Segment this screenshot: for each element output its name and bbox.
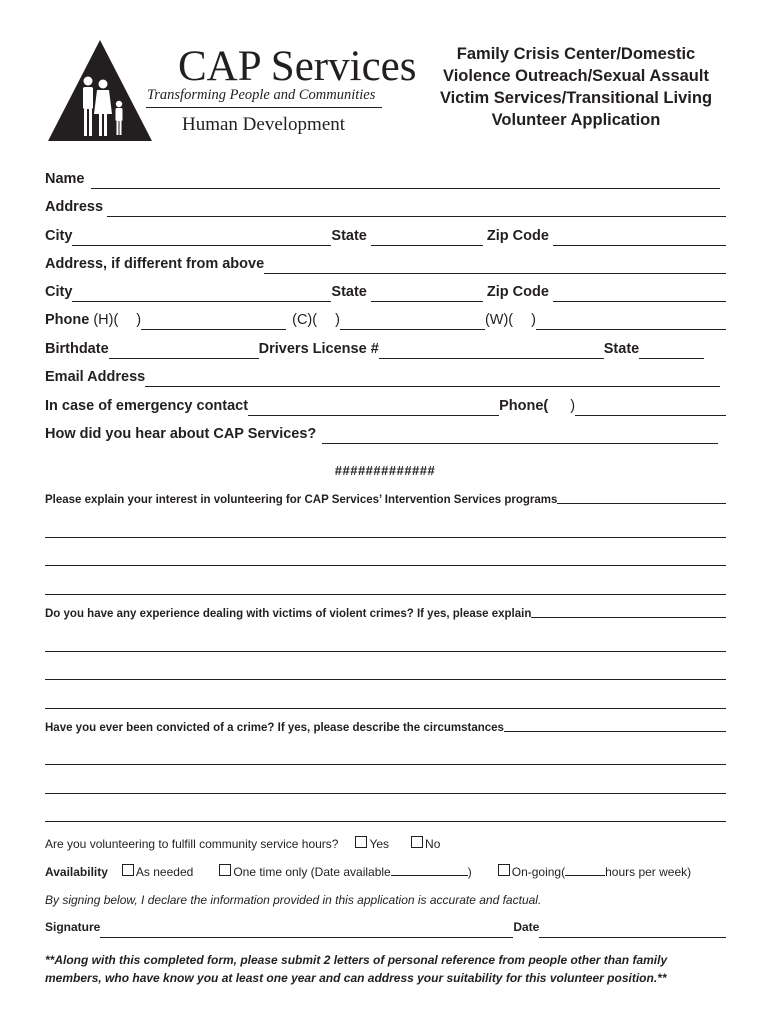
phone-work-field[interactable] bbox=[536, 329, 726, 330]
address-row bbox=[45, 199, 726, 219]
date-label: Date bbox=[513, 920, 540, 934]
city-label: City bbox=[45, 228, 73, 244]
alt-zip-field[interactable] bbox=[553, 301, 726, 302]
name-row bbox=[45, 171, 726, 191]
experience-answer-line[interactable] bbox=[45, 708, 726, 709]
one-time-date-field[interactable] bbox=[391, 866, 468, 876]
alt-address-label: Address, if different from above bbox=[45, 256, 265, 272]
reference-note bbox=[45, 951, 725, 987]
ongoing-suffix: hours per week) bbox=[605, 865, 692, 879]
form-title-line-1: Family Crisis Center/Domestic bbox=[456, 45, 696, 63]
interest-answer-line[interactable] bbox=[45, 594, 726, 595]
ongoing-hours-field[interactable] bbox=[565, 866, 605, 876]
ongoing-option[interactable] bbox=[498, 864, 691, 879]
alt-address-field[interactable] bbox=[264, 273, 726, 274]
ongoing-checkbox[interactable] bbox=[498, 864, 510, 876]
drivers-license-label: Drivers License # bbox=[258, 341, 379, 357]
birthdate-field[interactable] bbox=[109, 358, 259, 359]
availability-row bbox=[45, 864, 691, 879]
logo-divider bbox=[146, 107, 382, 108]
availability-label: Availability bbox=[45, 865, 108, 879]
interest-question-text: Please explain your interest in volunteering for CAP Services’ Intervention Services programs bbox=[45, 494, 558, 506]
signature-label: Signature bbox=[45, 920, 101, 934]
form-title bbox=[420, 43, 732, 131]
conviction-answer-line[interactable] bbox=[45, 764, 726, 765]
no-checkbox[interactable] bbox=[411, 836, 423, 848]
email-label: Email Address bbox=[45, 369, 146, 385]
birthdate-label: Birthdate bbox=[45, 341, 109, 357]
yes-label: Yes bbox=[369, 837, 390, 851]
emergency-phone-label: Phone( bbox=[499, 398, 549, 414]
as-needed-checkbox[interactable] bbox=[122, 864, 134, 876]
experience-answer-line[interactable] bbox=[45, 651, 726, 652]
alt-state-label: State bbox=[331, 284, 367, 300]
emergency-label: In case of emergency contact bbox=[45, 398, 249, 414]
reference-note-line-1: **Along with this completed form, please submit 2 letters of personal reference from people other than family bbox=[45, 953, 668, 967]
conviction-answer-line[interactable] bbox=[45, 793, 726, 794]
phone-row bbox=[45, 312, 726, 332]
one-time-option[interactable] bbox=[219, 864, 471, 879]
brand-name: CAP Services bbox=[178, 43, 417, 90]
date-field[interactable] bbox=[539, 937, 726, 938]
yes-checkbox[interactable] bbox=[355, 836, 367, 848]
declaration-text: By signing below, I declare the information provided in this application is accurate and factual. bbox=[45, 893, 542, 907]
form-title-line-3: Victim Services/Transitional Living bbox=[439, 89, 713, 107]
community-service-question: Are you volunteering to fulfill community service hours? bbox=[45, 837, 339, 851]
emergency-phone-close: ) bbox=[570, 398, 576, 414]
signature-row bbox=[45, 920, 726, 940]
license-state-label: State bbox=[603, 341, 640, 357]
form-title-line-4: Volunteer Application bbox=[491, 111, 661, 129]
phone-home-close: ) bbox=[136, 312, 142, 328]
brand-tagline: Transforming People and Communities bbox=[147, 87, 376, 103]
alt-city-field[interactable] bbox=[72, 301, 331, 302]
signature-field[interactable] bbox=[100, 937, 513, 938]
heard-field[interactable] bbox=[322, 443, 718, 444]
emergency-field[interactable] bbox=[248, 415, 499, 416]
emergency-row bbox=[45, 398, 726, 418]
name-field[interactable] bbox=[91, 188, 721, 189]
phone-cell-label: (C)( bbox=[292, 312, 318, 328]
phone-cell-close: ) bbox=[335, 312, 340, 328]
phone-home-label: (H)( bbox=[93, 312, 119, 328]
section-divider: ############# bbox=[334, 463, 436, 478]
heard-label: How did you hear about CAP Services? bbox=[45, 426, 317, 442]
experience-answer-line-0[interactable] bbox=[531, 617, 726, 618]
one-time-close: ) bbox=[467, 865, 472, 879]
license-state-field[interactable] bbox=[639, 358, 704, 359]
cap-services-logo bbox=[48, 40, 417, 145]
state-label: State bbox=[331, 228, 367, 244]
no-option[interactable] bbox=[411, 836, 440, 851]
alt-address-row bbox=[45, 256, 726, 276]
alt-zip-label: Zip Code bbox=[486, 284, 549, 300]
heard-row bbox=[45, 426, 726, 446]
as-needed-label: As needed bbox=[135, 865, 194, 879]
experience-question-text: Do you have any experience dealing with victims of violent crimes? If yes, please explain bbox=[45, 608, 532, 620]
interest-answer-line[interactable] bbox=[45, 565, 726, 566]
email-field[interactable] bbox=[145, 386, 720, 387]
drivers-license-field[interactable] bbox=[379, 358, 604, 359]
phone-cell-field[interactable] bbox=[340, 329, 485, 330]
zip-label: Zip Code bbox=[486, 228, 549, 244]
interest-question bbox=[45, 494, 726, 506]
phone-work-label: (W)( bbox=[484, 312, 514, 328]
city-field[interactable] bbox=[72, 245, 331, 246]
no-label: No bbox=[425, 837, 441, 851]
experience-answer-line[interactable] bbox=[45, 679, 726, 680]
address-label: Address bbox=[45, 199, 104, 215]
emergency-phone-field[interactable] bbox=[575, 415, 726, 416]
community-service-row bbox=[45, 836, 440, 851]
phone-label: Phone bbox=[45, 312, 90, 328]
phone-home-field[interactable] bbox=[141, 329, 286, 330]
name-label: Name bbox=[45, 171, 85, 187]
phone-work-close: ) bbox=[531, 312, 536, 328]
conviction-question-text: Have you ever been convicted of a crime? If yes, please describe the circumstances bbox=[45, 722, 504, 734]
alt-state-field[interactable] bbox=[371, 301, 483, 302]
conviction-answer-line-0[interactable] bbox=[504, 731, 726, 732]
yes-option[interactable] bbox=[355, 836, 389, 851]
family-triangle-icon bbox=[48, 40, 158, 142]
division-name: Human Development bbox=[182, 114, 346, 135]
interest-answer-line[interactable] bbox=[45, 537, 726, 538]
alt-city-row bbox=[45, 284, 726, 304]
one-time-checkbox[interactable] bbox=[219, 864, 231, 876]
zip-field[interactable] bbox=[553, 245, 726, 246]
conviction-answer-line[interactable] bbox=[45, 821, 726, 822]
interest-answer-line-0[interactable] bbox=[557, 503, 726, 504]
reference-note-line-2: members, who have know you at least one year and can address your suitability for this volunteer position.** bbox=[45, 971, 667, 985]
as-needed-option[interactable] bbox=[122, 864, 193, 879]
conviction-question bbox=[45, 722, 726, 734]
email-row bbox=[45, 369, 726, 389]
form-title-line-2: Violence Outreach/Sexual Assault bbox=[443, 67, 709, 85]
one-time-label: One time only (Date available bbox=[233, 865, 391, 879]
birthdate-row bbox=[45, 341, 726, 361]
city-row bbox=[45, 228, 726, 248]
address-field[interactable] bbox=[107, 216, 726, 217]
ongoing-label: On-going( bbox=[511, 865, 566, 879]
alt-city-label: City bbox=[45, 284, 73, 300]
experience-question bbox=[45, 608, 726, 620]
state-field[interactable] bbox=[371, 245, 483, 246]
